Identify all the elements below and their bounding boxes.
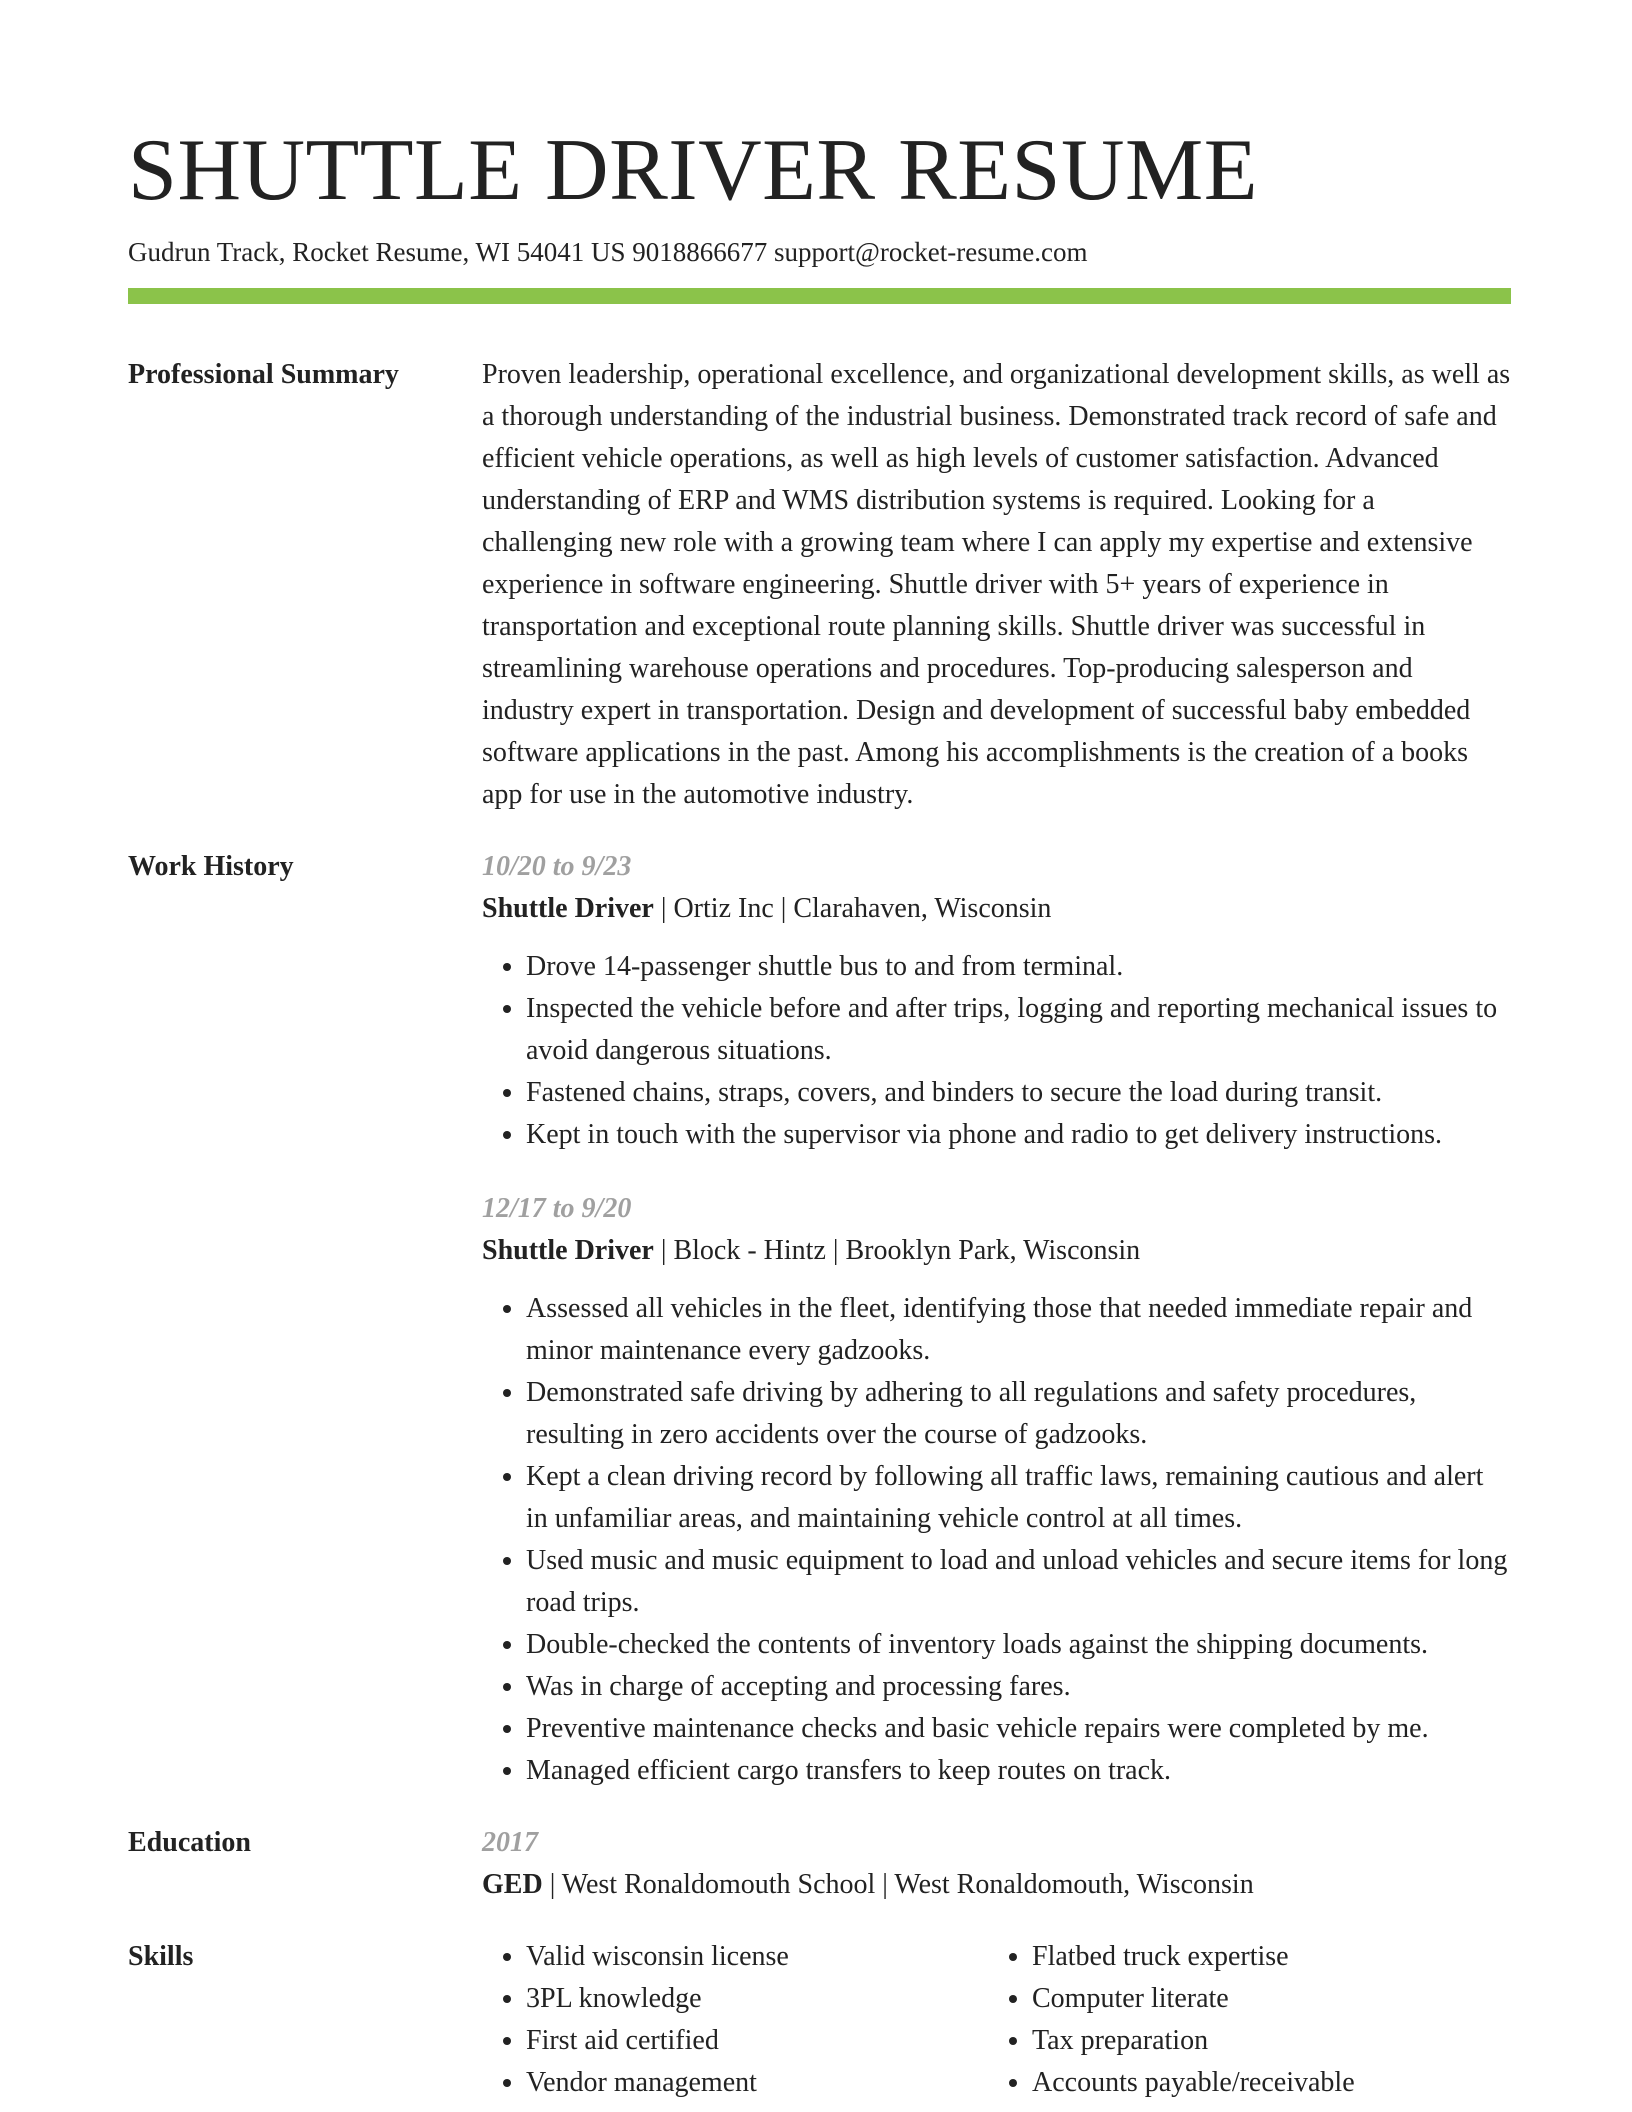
job-bullet: • Double-checked the contents of inventory loads against the shipping documents. — [526, 1624, 1511, 1666]
job-heading — [482, 1230, 1511, 1272]
work-history-body — [482, 846, 1511, 1792]
job-entry — [482, 846, 1511, 1156]
job-employer-location: | Block - Hintz | Brooklyn Park, Wisconsin — [653, 1235, 1141, 1266]
skill-item: • Computer literate — [1032, 1978, 1494, 2020]
summary-text: Proven leadership, operational excellence, and organizational development skills, as well as a thorough understanding of the industrial business. Demonstrated track record of safe and efficient vehicle operations, as well as high levels of customer satisfaction. Advanced understanding of ERP and WMS distribution systems is required. Looking for a challenging new role with a growing team where I can apply my expertise and extensive experience in software engineering. Shuttle driver with 5+ years of experience in transportation and exceptional route planning skills. Shuttle driver was successful in streamlining warehouse operations and procedures. Top-producing salesperson and industry expert in transportation. Design and development of successful baby embedded software applications in the past. Among his accomplishments is the creation of a books app for use in the automotive industry. — [482, 359, 1511, 810]
job-employer-location: | Ortiz Inc | Clarahaven, Wisconsin — [653, 893, 1052, 924]
education-section — [128, 1822, 1511, 1906]
job-bullet-list — [482, 1288, 1511, 1792]
skills-column-right — [988, 1936, 1494, 2104]
resume-page — [128, 118, 1511, 2104]
contact-line: Gudrun Track, Rocket Resume, WI 54041 US 9018866677 support@rocket-resume.com — [128, 237, 1088, 267]
skills-grid — [482, 1936, 1511, 2104]
skills-list — [482, 1936, 988, 2104]
skill-item: • Accounts payable/receivable — [1032, 2062, 1494, 2104]
education-degree: GED — [482, 1869, 543, 1900]
resume-title: SHUTTLE DRIVER RESUME — [128, 122, 1259, 219]
section-label-education: Education — [128, 1827, 251, 1858]
work-history-section — [128, 846, 1511, 1792]
job-bullet: • Managed efficient cargo transfers to keep routes on track. — [526, 1750, 1511, 1792]
education-heading — [482, 1864, 1511, 1906]
job-title: Shuttle Driver — [482, 893, 654, 924]
job-bullet: • Drove 14-passenger shuttle bus to and from terminal. — [526, 946, 1511, 988]
skills-column-left — [482, 1936, 988, 2104]
skill-item: • 3PL knowledge — [526, 1978, 988, 2020]
accent-divider — [128, 288, 1511, 304]
job-title: Shuttle Driver — [482, 1235, 654, 1266]
job-dates: 12/17 to 9/20 — [482, 1193, 632, 1224]
education-year: 2017 — [482, 1827, 538, 1858]
job-bullet: • Preventive maintenance checks and basic vehicle repairs were completed by me. — [526, 1708, 1511, 1750]
job-bullet: • Assessed all vehicles in the fleet, identifying those that needed immediate repair and minor maintenance every gadzooks. — [526, 1288, 1511, 1372]
job-bullet: • Was in charge of accepting and processing fares. — [526, 1666, 1511, 1708]
job-bullet: • Inspected the vehicle before and after trips, logging and reporting mechanical issues to avoid dangerous situations. — [526, 988, 1511, 1072]
skill-item: • Valid wisconsin license — [526, 1936, 988, 1978]
education-body — [482, 1822, 1511, 1906]
job-bullet: • Kept in touch with the supervisor via phone and radio to get delivery instructions. — [526, 1114, 1511, 1156]
job-dates: 10/20 to 9/23 — [482, 851, 632, 882]
job-entry — [482, 1188, 1511, 1792]
summary-section — [128, 354, 1511, 816]
job-bullet-list — [482, 946, 1511, 1156]
job-bullet: • Demonstrated safe driving by adhering to all regulations and safety procedures, resulting in zero accidents over the course of gadzooks. — [526, 1372, 1511, 1456]
job-bullet: • Fastened chains, straps, covers, and binders to secure the load during transit. — [526, 1072, 1511, 1114]
section-label-summary: Professional Summary — [128, 359, 399, 390]
skill-item: • Flatbed truck expertise — [1032, 1936, 1494, 1978]
skill-item: • Tax preparation — [1032, 2020, 1494, 2062]
job-bullet: • Kept a clean driving record by following all traffic laws, remaining cautious and alert in unfamiliar areas, and maintaining vehicle control at all times. — [526, 1456, 1511, 1540]
skill-item: • First aid certified — [526, 2020, 988, 2062]
section-label-work-history: Work History — [128, 851, 294, 882]
job-bullet: • Used music and music equipment to load and unload vehicles and secure items for long road trips. — [526, 1540, 1511, 1624]
section-label-skills: Skills — [128, 1941, 194, 1972]
job-heading — [482, 888, 1511, 930]
skills-list — [988, 1936, 1494, 2104]
education-school-location: | West Ronaldomouth School | West Ronaldomouth, Wisconsin — [542, 1869, 1254, 1900]
skills-section — [128, 1936, 1511, 2104]
skills-body — [482, 1936, 1511, 2104]
summary-body — [482, 354, 1511, 816]
skill-item: • Vendor management — [526, 2062, 988, 2104]
